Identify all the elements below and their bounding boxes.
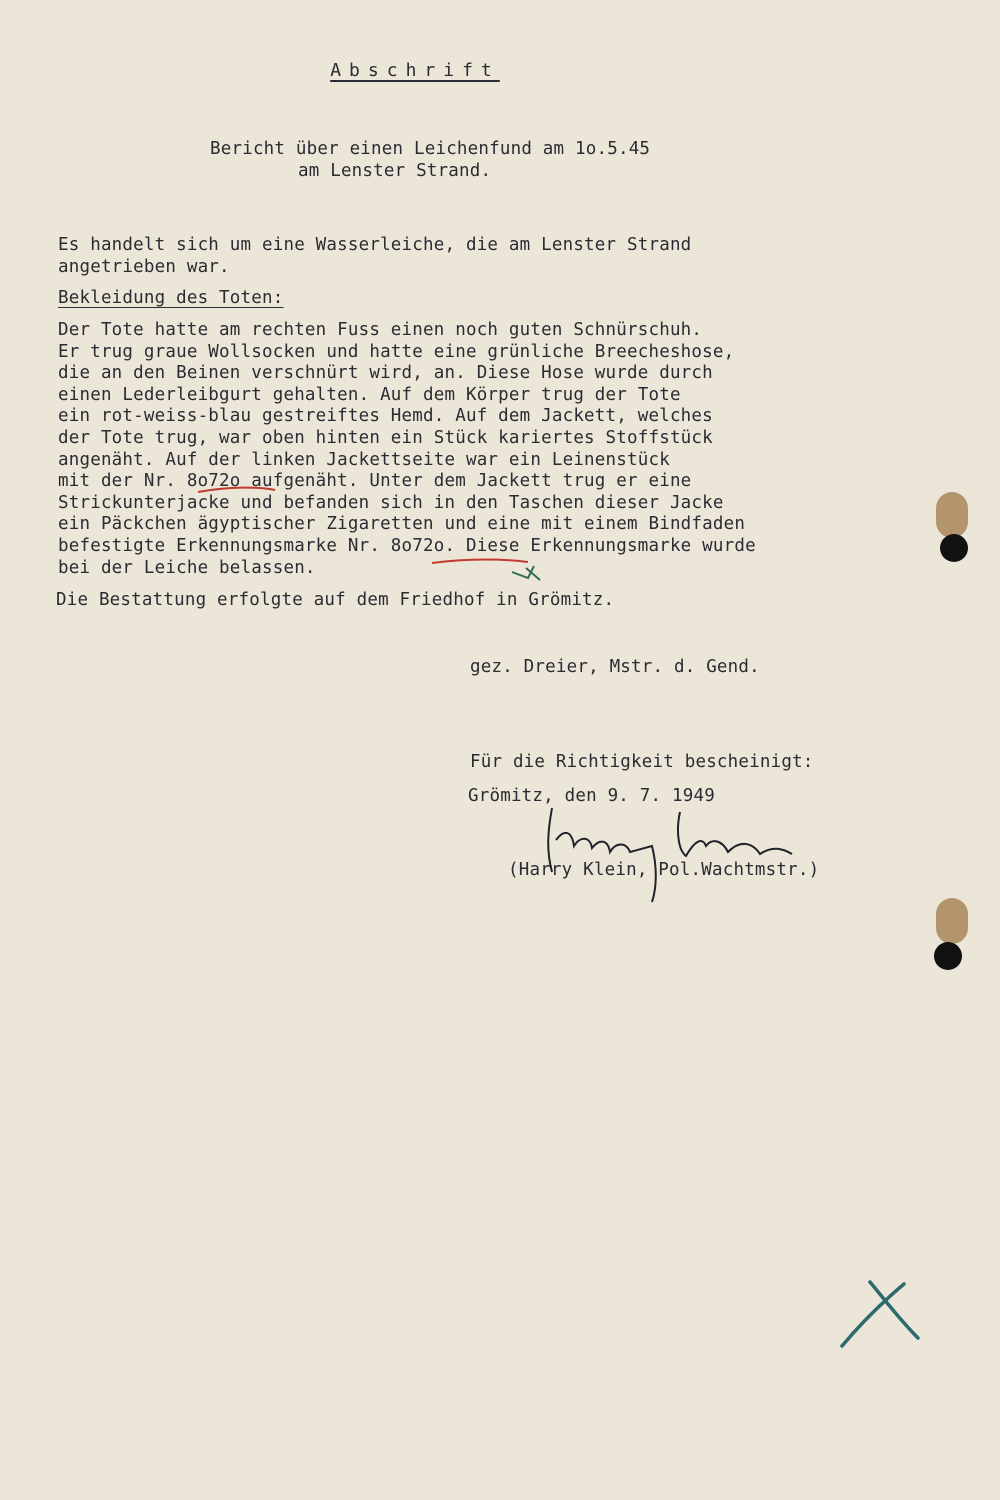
signature-icon	[548, 808, 792, 902]
tape-mark	[936, 492, 968, 538]
body-line: befestigte Erkennungsmarke Nr. 8o72o. Diese Erkennungsmarke wurde	[58, 535, 756, 556]
punch-hole	[940, 534, 968, 562]
body-line: ein Päckchen ägyptischer Zigaretten und eine mit einem Bindfaden	[58, 514, 746, 535]
funeral-statement: Die Bestattung erfolgte auf dem Friedhof in Grömitz.	[56, 590, 615, 610]
body-line: die an den Beinen verschnürt wird, an. Diese Hose wurde durch	[58, 363, 713, 384]
body-line: Der Tote hatte am rechten Fuss einen noch guten Schnürschuh.	[58, 320, 703, 340]
intro-line: angetrieben war.	[58, 257, 230, 277]
cross-mark-icon	[842, 1282, 918, 1346]
red-underline-2	[432, 560, 528, 564]
document-title-text: Abschrift	[330, 60, 500, 81]
place-date-line: Grömitz, den 9. 7. 1949	[468, 786, 715, 806]
red-underline-1	[198, 488, 275, 492]
intro-line: Es handelt sich um eine Wasserleiche, die am Lenster Strand	[58, 235, 692, 255]
body-line: angenäht. Auf der linken Jackettseite war ein Leinenstück	[58, 449, 670, 470]
body-line: der Tote trug, war oben hinten ein Stück kariertes Stoffstück	[58, 427, 713, 448]
body-line: Er trug graue Wollsocken und hatte eine grünliche Breecheshose,	[58, 341, 735, 362]
body-line: bei der Leiche belassen.	[58, 557, 316, 578]
body-line: mit der Nr. 8o72o aufgenäht. Unter dem Jackett trug er eine	[58, 471, 692, 492]
clothing-heading: Bekleidung des Toten:	[58, 288, 284, 308]
body-line: einen Lederleibgurt gehalten. Auf dem Körper trug der Tote	[58, 384, 681, 405]
body-line: Strickunterjacke und befanden sich in den Taschen dieser Jacke	[58, 492, 724, 513]
punch-hole	[934, 942, 962, 970]
certification-line: Für die Richtigkeit bescheinigt:	[470, 752, 814, 772]
check-mark-icon	[512, 566, 540, 580]
signed-by-line: gez. Dreier, Mstr. d. Gend.	[470, 657, 760, 677]
tape-mark	[936, 898, 968, 944]
subtitle-line-2: am Lenster Strand.	[298, 161, 492, 181]
body-line: ein rot-weiss-blau gestreiftes Hemd. Auf dem Jackett, welches	[58, 406, 713, 427]
subtitle-line-1: Bericht über einen Leichenfund am 1o.5.45	[210, 139, 651, 159]
signatory-name: (Harry Klein, Pol.Wachtmstr.)	[508, 860, 820, 880]
